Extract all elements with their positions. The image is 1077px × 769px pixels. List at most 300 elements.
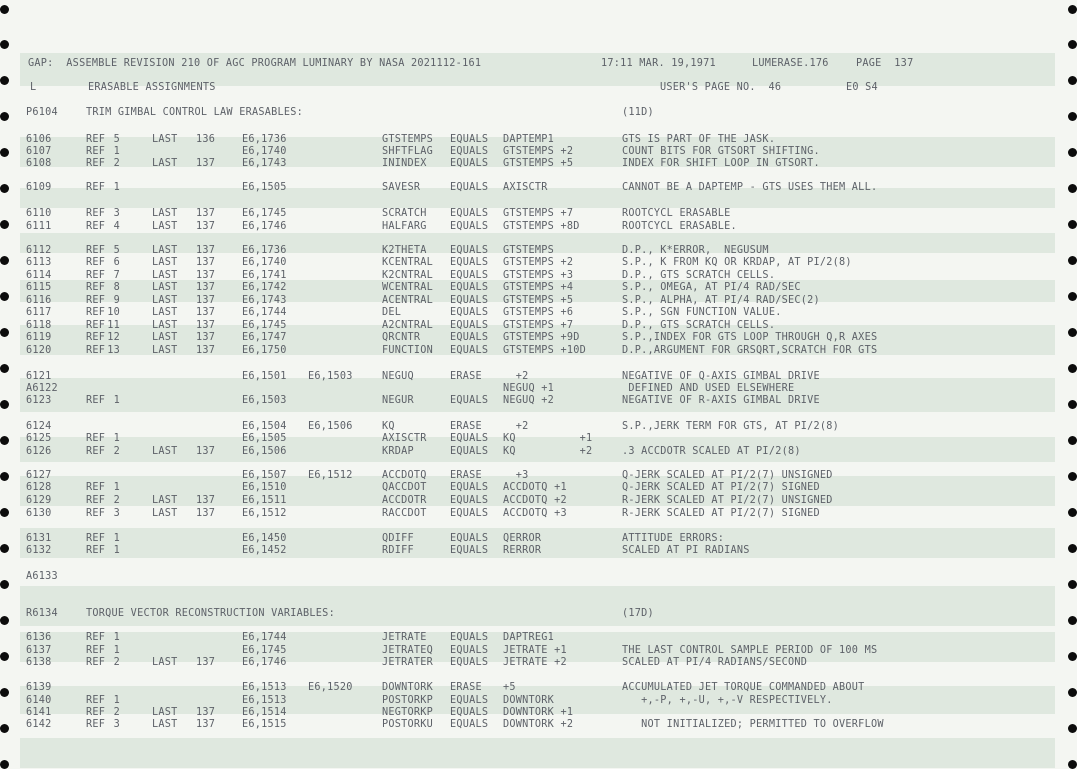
ref-keyword: REF	[86, 134, 106, 145]
tractor-hole	[1068, 40, 1077, 49]
opcode: EQUALS	[450, 270, 489, 281]
print-timestamp: 17:11 MAR. 19,1971	[601, 58, 716, 69]
last-keyword: LAST	[152, 134, 178, 145]
last-keyword: LAST	[152, 332, 178, 343]
last-page: 137	[196, 719, 216, 730]
opcode: ERASE	[450, 421, 482, 432]
address: E6,1511	[242, 495, 287, 506]
opcode: EQUALS	[450, 134, 489, 145]
symbol: ININDEX	[382, 158, 427, 169]
ref-keyword: REF	[86, 482, 106, 493]
symbol: RDIFF	[382, 545, 414, 556]
opcode: EQUALS	[450, 182, 489, 193]
address: E6,1742	[242, 282, 287, 293]
comment: D.P., GTS SCRATCH CELLS.	[622, 320, 776, 331]
ref-count: 1	[113, 545, 120, 556]
comment: D.P.,ARGUMENT FOR GRSQRT,SCRATCH FOR GTS	[622, 345, 878, 356]
line-number: A6133	[26, 571, 58, 582]
last-page: 137	[196, 221, 216, 232]
symbol: HALFARG	[382, 221, 427, 232]
line-number: 6137	[26, 645, 52, 656]
listing-line	[0, 332, 1077, 344]
line-number: 6109	[26, 182, 52, 193]
operand: QERROR	[503, 533, 542, 544]
ref-keyword: REF	[86, 632, 106, 643]
ref-count: 12	[107, 332, 120, 343]
operand: GTSTEMPS	[503, 245, 555, 256]
comment: S.P., ALPHA, AT PI/4 RAD/SEC(2)	[622, 295, 820, 306]
address: E6,1740	[242, 146, 287, 157]
listing-line	[0, 395, 1077, 407]
operand: KQ +2	[503, 446, 593, 457]
ref-keyword: REF	[86, 320, 106, 331]
line-number: A6122	[26, 383, 58, 394]
line-number: 6114	[26, 270, 52, 281]
operand: ACCDOTQ +3	[503, 508, 567, 519]
section-left-mark: L	[30, 82, 37, 93]
comment: ATTITUDE ERRORS:	[622, 533, 725, 544]
symbol: SCRATCH	[382, 208, 427, 219]
ref-keyword: REF	[86, 657, 106, 668]
line-number: 6113	[26, 257, 52, 268]
operand: GTSTEMPS +7	[503, 208, 574, 219]
listing-line	[0, 345, 1077, 357]
line-number: 6107	[26, 146, 52, 157]
last-keyword: LAST	[152, 657, 178, 668]
comment: R-JERK SCALED AT PI/2(7) SIGNED	[622, 508, 820, 519]
opcode: EQUALS	[450, 257, 489, 268]
section-label: TORQUE VECTOR RECONSTRUCTION VARIABLES:	[86, 608, 335, 619]
address: E6,1745	[242, 320, 287, 331]
last-keyword: LAST	[152, 221, 178, 232]
last-page: 137	[196, 657, 216, 668]
line-number: 6139	[26, 682, 52, 693]
paper-band	[20, 738, 1055, 768]
listing-line	[0, 433, 1077, 445]
operand: JETRATE +1	[503, 645, 567, 656]
listing-line	[0, 707, 1077, 719]
source-file-name: LUMERASE.176	[752, 58, 829, 69]
operand: NEGUQ +2	[503, 395, 555, 406]
symbol: RACCDOT	[382, 508, 427, 519]
ref-keyword: REF	[86, 533, 106, 544]
last-page: 137	[196, 307, 216, 318]
tractor-hole	[0, 40, 9, 49]
ref-keyword: REF	[86, 158, 106, 169]
opcode: ERASE	[450, 371, 482, 382]
listing-line	[0, 282, 1077, 294]
address: E6,1744	[242, 307, 287, 318]
symbol: NEGTORKP	[382, 707, 434, 718]
ref-count: 6	[113, 257, 120, 268]
last-page: 137	[196, 282, 216, 293]
operand: +3	[503, 470, 529, 481]
assembly-title: GAP: ASSEMBLE REVISION 210 OF AGC PROGRAM LUMINARY BY NASA 2021112-161	[28, 58, 482, 69]
listing-line	[0, 533, 1077, 545]
last-keyword: LAST	[152, 282, 178, 293]
last-page: 137	[196, 446, 216, 457]
ref-count: 1	[113, 482, 120, 493]
address: E6,1743	[242, 158, 287, 169]
address: E6,1747	[242, 332, 287, 343]
comment: S.P.,INDEX FOR GTS LOOP THROUGH Q,R AXES	[622, 332, 878, 343]
comment: NOT INITIALIZED; PERMITTED TO OVERFLOW	[622, 719, 884, 730]
listing-line	[0, 645, 1077, 657]
ref-keyword: REF	[86, 295, 106, 306]
address: E6,1745	[242, 645, 287, 656]
address: E6,1513	[242, 682, 287, 693]
line-number: 6106	[26, 134, 52, 145]
last-page: 137	[196, 320, 216, 331]
ref-count: 2	[113, 158, 120, 169]
last-page: 137	[196, 495, 216, 506]
address: E6,1504	[242, 421, 287, 432]
operand: GTSTEMPS +5	[503, 295, 574, 306]
address: E6,1450	[242, 533, 287, 544]
last-keyword: LAST	[152, 719, 178, 730]
ref-keyword: REF	[86, 495, 106, 506]
ref-keyword: REF	[86, 257, 106, 268]
listing-line	[0, 682, 1077, 694]
line-number: 6121	[26, 371, 52, 382]
symbol: ACCDOTQ	[382, 470, 427, 481]
listing-line	[0, 295, 1077, 307]
end-address: E6,1520	[308, 682, 353, 693]
section-code: E0 S4	[846, 82, 878, 93]
operand: +5	[503, 682, 516, 693]
last-keyword: LAST	[152, 270, 178, 281]
comment: (17D)	[622, 608, 654, 619]
opcode: EQUALS	[450, 146, 489, 157]
line-number: 6138	[26, 657, 52, 668]
symbol: K2THETA	[382, 245, 427, 256]
symbol: GTSTEMPS	[382, 134, 434, 145]
comment: S.P.,JERK TERM FOR GTS, AT PI/2(8)	[622, 421, 840, 432]
comment: COUNT BITS FOR GTSORT SHIFTING.	[622, 146, 820, 157]
operand: +2	[503, 421, 529, 432]
ref-count: 2	[113, 495, 120, 506]
symbol: JETRATE	[382, 632, 427, 643]
comment: ROOTCYCL ERASABLE.	[622, 221, 737, 232]
line-number: 6129	[26, 495, 52, 506]
symbol: NEGUQ	[382, 371, 414, 382]
operand: GTSTEMPS +10D	[503, 345, 586, 356]
line-number: 6132	[26, 545, 52, 556]
comment: Q-JERK SCALED AT PI/2(7) SIGNED	[622, 482, 820, 493]
opcode: EQUALS	[450, 245, 489, 256]
address: E6,1452	[242, 545, 287, 556]
comment: Q-JERK SCALED AT PI/2(7) UNSIGNED	[622, 470, 833, 481]
opcode: EQUALS	[450, 158, 489, 169]
comment: INDEX FOR SHIFT LOOP IN GTSORT.	[622, 158, 820, 169]
line-number: 6124	[26, 421, 52, 432]
last-page: 137	[196, 158, 216, 169]
line-number: 6130	[26, 508, 52, 519]
address: E6,1510	[242, 482, 287, 493]
address: E6,1745	[242, 208, 287, 219]
address: E6,1505	[242, 433, 287, 444]
symbol: SAVESR	[382, 182, 421, 193]
comment: D.P., K*ERROR, NEGUSUM	[622, 245, 769, 256]
address: E6,1746	[242, 657, 287, 668]
symbol: QACCDOT	[382, 482, 427, 493]
comment: D.P., GTS SCRATCH CELLS.	[622, 270, 776, 281]
ref-count: 13	[107, 345, 120, 356]
line-number: 6131	[26, 533, 52, 544]
ref-keyword: REF	[86, 707, 106, 718]
comment: S.P., K FROM KQ OR KRDAP, AT PI/2(8)	[622, 257, 852, 268]
ref-keyword: REF	[86, 270, 106, 281]
opcode: EQUALS	[450, 345, 489, 356]
symbol: JETRATER	[382, 657, 434, 668]
comment: THE LAST CONTROL SAMPLE PERIOD OF 100 MS	[622, 645, 878, 656]
comment: DEFINED AND USED ELSEWHERE	[622, 383, 795, 394]
ref-keyword: REF	[86, 221, 106, 232]
symbol: KQ	[382, 421, 395, 432]
line-number: 6127	[26, 470, 52, 481]
ref-keyword: REF	[86, 508, 106, 519]
opcode: EQUALS	[450, 495, 489, 506]
symbol: KCENTRAL	[382, 257, 434, 268]
listing-line	[0, 146, 1077, 158]
symbol: FUNCTION	[382, 345, 434, 356]
ref-keyword: REF	[86, 433, 106, 444]
address: E6,1736	[242, 245, 287, 256]
opcode: EQUALS	[450, 508, 489, 519]
operand: KQ +1	[503, 433, 593, 444]
listing-line	[0, 571, 1077, 583]
last-keyword: LAST	[152, 446, 178, 457]
ref-keyword: REF	[86, 446, 106, 457]
comment: NEGATIVE OF R-AXIS GIMBAL DRIVE	[622, 395, 820, 406]
line-number: 6125	[26, 433, 52, 444]
ref-count: 10	[107, 307, 120, 318]
last-page: 137	[196, 208, 216, 219]
line-number: 6142	[26, 719, 52, 730]
listing-line	[0, 608, 1077, 620]
opcode: EQUALS	[450, 707, 489, 718]
operand: ACCDOTQ +1	[503, 482, 567, 493]
listing-line	[0, 270, 1077, 282]
ref-count: 9	[113, 295, 120, 306]
ref-count: 8	[113, 282, 120, 293]
comment: ROOTCYCL ERASABLE	[622, 208, 731, 219]
symbol: ACCDOTR	[382, 495, 427, 506]
operand: GTSTEMPS +2	[503, 257, 574, 268]
last-page: 136	[196, 134, 216, 145]
last-page: 137	[196, 332, 216, 343]
listing-line	[0, 371, 1077, 383]
last-keyword: LAST	[152, 295, 178, 306]
opcode: EQUALS	[450, 719, 489, 730]
line-number: 6120	[26, 345, 52, 356]
address: E6,1501	[242, 371, 287, 382]
symbol: SHFTFLAG	[382, 146, 434, 157]
operand: AXISCTR	[503, 182, 548, 193]
ref-count: 7	[113, 270, 120, 281]
ref-count: 1	[113, 433, 120, 444]
opcode: ERASE	[450, 470, 482, 481]
operand: GTSTEMPS +3	[503, 270, 574, 281]
line-number: 6126	[26, 446, 52, 457]
ref-count: 1	[113, 632, 120, 643]
section-title: ERASABLE ASSIGNMENTS	[88, 82, 216, 93]
listing-line	[0, 657, 1077, 669]
listing-header	[0, 58, 1077, 70]
opcode: EQUALS	[450, 395, 489, 406]
listing-line	[0, 221, 1077, 233]
ref-keyword: REF	[86, 208, 106, 219]
last-keyword: LAST	[152, 495, 178, 506]
address: E6,1744	[242, 632, 287, 643]
line-number: 6111	[26, 221, 52, 232]
listing-line	[0, 307, 1077, 319]
listing-line	[0, 320, 1077, 332]
ref-count: 2	[113, 707, 120, 718]
ref-count: 4	[113, 221, 120, 232]
end-address: E6,1512	[308, 470, 353, 481]
last-page: 137	[196, 345, 216, 356]
listing-line	[0, 508, 1077, 520]
opcode: EQUALS	[450, 446, 489, 457]
listing-line	[0, 383, 1077, 395]
comment: +,-P, +,-U, +,-V RESPECTIVELY.	[622, 695, 833, 706]
address: E6,1506	[242, 446, 287, 457]
line-number: 6112	[26, 245, 52, 256]
operand: DOWNTORK	[503, 695, 555, 706]
line-number: 6141	[26, 707, 52, 718]
listing-line	[0, 482, 1077, 494]
operand: GTSTEMPS +8D	[503, 221, 580, 232]
address: E6,1505	[242, 182, 287, 193]
listing-line	[0, 107, 1077, 119]
line-number: R6134	[26, 608, 58, 619]
address: E6,1507	[242, 470, 287, 481]
line-number: 6123	[26, 395, 52, 406]
address: E6,1736	[242, 134, 287, 145]
address: E6,1740	[242, 257, 287, 268]
listing-line	[0, 470, 1077, 482]
line-number: 6117	[26, 307, 52, 318]
listing-line	[0, 257, 1077, 269]
address: E6,1503	[242, 395, 287, 406]
line-number: 6110	[26, 208, 52, 219]
ref-keyword: REF	[86, 307, 106, 318]
ref-keyword: REF	[86, 345, 106, 356]
operand: +2	[503, 371, 529, 382]
symbol: POSTORKU	[382, 719, 434, 730]
opcode: EQUALS	[450, 533, 489, 544]
operand: GTSTEMPS +6	[503, 307, 574, 318]
last-page: 137	[196, 245, 216, 256]
symbol: A2CNTRAL	[382, 320, 434, 331]
ref-keyword: REF	[86, 719, 106, 730]
comment: CANNOT BE A DAPTEMP - GTS USES THEM ALL.	[622, 182, 878, 193]
ref-count: 5	[113, 134, 120, 145]
address: E6,1514	[242, 707, 287, 718]
line-number: 6140	[26, 695, 52, 706]
operand: GTSTEMPS +4	[503, 282, 574, 293]
line-number: 6108	[26, 158, 52, 169]
symbol: JETRATEQ	[382, 645, 434, 656]
listing-line	[0, 158, 1077, 170]
symbol: ACENTRAL	[382, 295, 434, 306]
line-number: 6115	[26, 282, 52, 293]
end-address: E6,1506	[308, 421, 353, 432]
opcode: EQUALS	[450, 657, 489, 668]
operand: RERROR	[503, 545, 542, 556]
opcode: EQUALS	[450, 208, 489, 219]
operand: DOWNTORK +1	[503, 707, 574, 718]
last-keyword: LAST	[152, 257, 178, 268]
line-number: 6118	[26, 320, 52, 331]
opcode: EQUALS	[450, 332, 489, 343]
listing-line	[0, 632, 1077, 644]
tractor-hole	[1068, 5, 1077, 14]
ref-count: 11	[107, 320, 120, 331]
end-address: E6,1503	[308, 371, 353, 382]
last-keyword: LAST	[152, 320, 178, 331]
ref-keyword: REF	[86, 695, 106, 706]
operand: GTSTEMPS +2	[503, 146, 574, 157]
opcode: EQUALS	[450, 695, 489, 706]
comment: S.P., SGN FUNCTION VALUE.	[622, 307, 782, 318]
listing-line	[0, 182, 1077, 194]
listing-line	[0, 695, 1077, 707]
opcode: EQUALS	[450, 632, 489, 643]
ref-keyword: REF	[86, 182, 106, 193]
listing-line	[0, 208, 1077, 220]
line-number: 6136	[26, 632, 52, 643]
last-page: 137	[196, 707, 216, 718]
last-page: 137	[196, 257, 216, 268]
ref-keyword: REF	[86, 332, 106, 343]
address: E6,1743	[242, 295, 287, 306]
ref-count: 3	[113, 719, 120, 730]
symbol: QDIFF	[382, 533, 414, 544]
opcode: EQUALS	[450, 282, 489, 293]
operand: JETRATE +2	[503, 657, 567, 668]
address: E6,1513	[242, 695, 287, 706]
comment: SCALED AT PI/4 RADIANS/SECOND	[622, 657, 808, 668]
operand: NEGUQ +1	[503, 383, 555, 394]
opcode: EQUALS	[450, 307, 489, 318]
address: E6,1746	[242, 221, 287, 232]
symbol: DOWNTORK	[382, 682, 434, 693]
comment: S.P., OMEGA, AT PI/4 RAD/SEC	[622, 282, 801, 293]
address: E6,1515	[242, 719, 287, 730]
operand: DAPTREG1	[503, 632, 555, 643]
page-number: PAGE 137	[856, 58, 914, 69]
last-keyword: LAST	[152, 158, 178, 169]
ref-count: 1	[113, 695, 120, 706]
symbol: NEGUR	[382, 395, 414, 406]
last-keyword: LAST	[152, 508, 178, 519]
opcode: EQUALS	[450, 433, 489, 444]
listing-line	[0, 421, 1077, 433]
comment: SCALED AT PI RADIANS	[622, 545, 750, 556]
tractor-hole	[0, 5, 9, 14]
last-keyword: LAST	[152, 245, 178, 256]
line-number: P6104	[26, 107, 58, 118]
last-keyword: LAST	[152, 707, 178, 718]
address: E6,1741	[242, 270, 287, 281]
section-label: TRIM GIMBAL CONTROL LAW ERASABLES:	[86, 107, 304, 118]
listing-line	[0, 245, 1077, 257]
opcode: EQUALS	[450, 482, 489, 493]
opcode: EQUALS	[450, 545, 489, 556]
ref-count: 1	[113, 395, 120, 406]
